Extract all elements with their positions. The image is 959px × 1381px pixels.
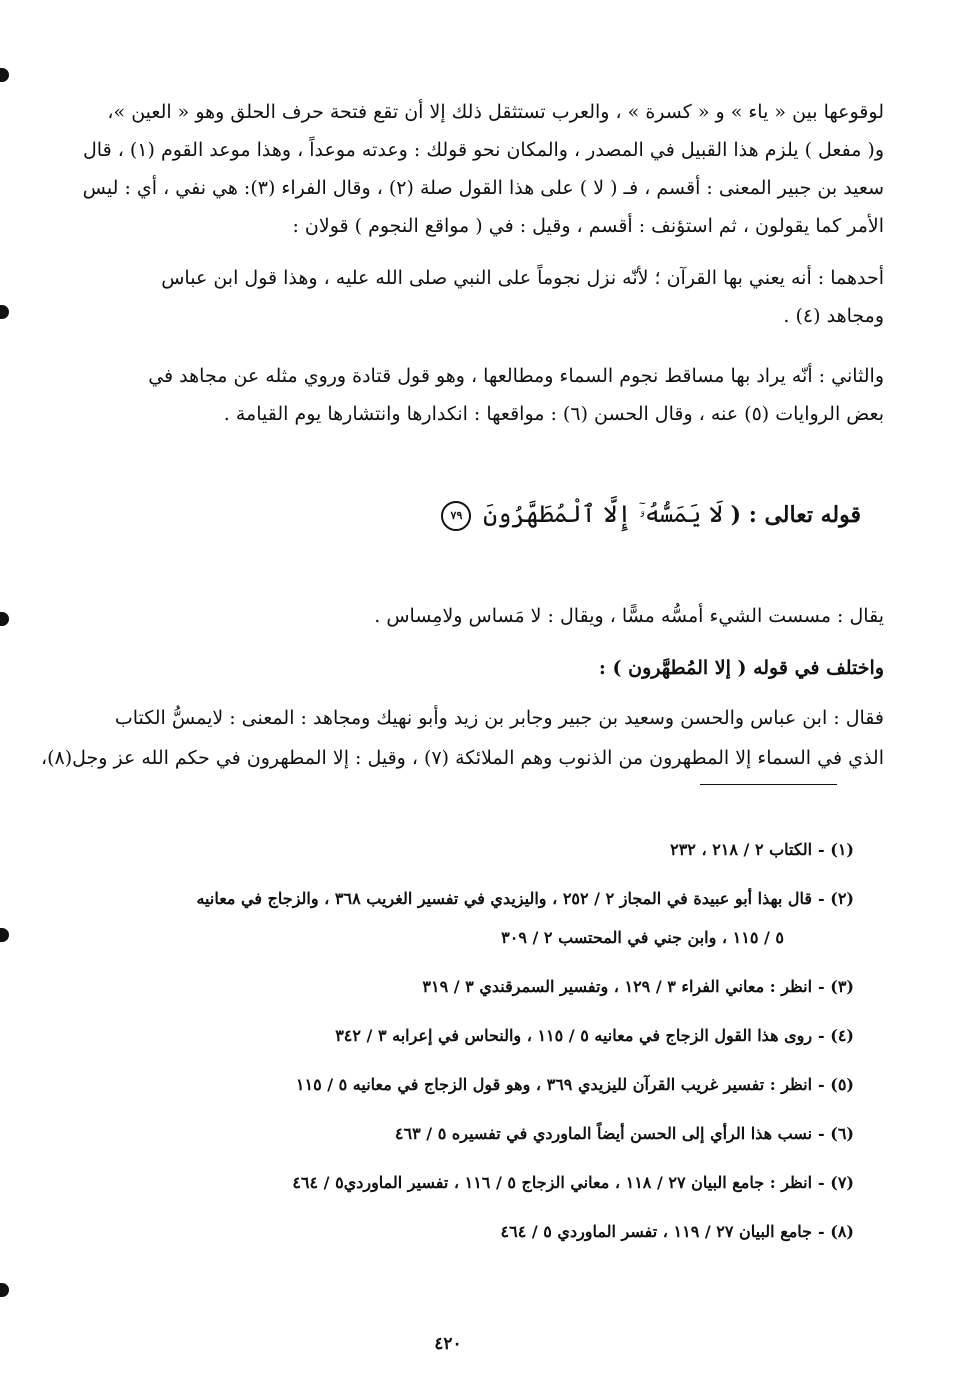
quran-verse: لَا يَمَسُّهُۥٓ إِلَّا ٱلْمُطَهَّرُونَ bbox=[483, 500, 723, 528]
footnotes bbox=[54, 838, 854, 1269]
ayah-number-mark: ٧٩ bbox=[441, 501, 471, 531]
footnote-number: (٣) - bbox=[818, 977, 854, 996]
text-line: سعيد بن جبير المعنى : أقسم ، فـ ( لا ) على هذا القول صلة (٢) ، وقال الفراء (٣): هي نفي ، أي : ليس bbox=[82, 177, 884, 199]
text-line: واختلف في قوله ( إلا المُطهَّرون ) : bbox=[598, 657, 884, 679]
footnote-text: روى هذا القول الزجاج في معانيه ٥ / ١١٥ ، والنحاس في إعرابه ٣ / ٣٤٢ bbox=[335, 1026, 813, 1045]
footnote-number: (٨) - bbox=[818, 1222, 854, 1241]
paragraph-6 bbox=[40, 706, 884, 786]
text-line: الذي في السماء إلا المطهرون من الذنوب وهم الملائكة (٧) ، وقيل : إلا المطهرون في حكم الله عز وجل(٨)، bbox=[40, 747, 884, 769]
verse-heading-prefix: قوله تعالى : ( bbox=[730, 502, 861, 528]
paragraph-2 bbox=[60, 266, 884, 342]
footnote-separator bbox=[700, 784, 837, 785]
footnote-text: الكتاب ٢ / ٢١٨ ، ٢٣٢ bbox=[670, 840, 813, 859]
footnote-number: (٦) - bbox=[818, 1124, 854, 1143]
binding-hole-mark bbox=[0, 305, 9, 319]
footnote-text: قال بهذا أبو عبيدة في المجاز ٢ / ٢٥٢ ، واليزيدي في تفسير الغريب ٣٦٨ ، والزجاج في معانيه bbox=[196, 889, 813, 908]
text-line: لوقوعها بين « ياء » و « كسرة » ، والعرب تستثقل ذلك إلا أن تقع فتحة حرف الحلق وهو « العين »، bbox=[107, 101, 884, 123]
binding-hole-mark bbox=[0, 1283, 9, 1297]
footnote-number: (١) - bbox=[818, 840, 854, 859]
text-line: والثاني : أنّه يراد بها مساقط نجوم السماء ومطالعها ، وهو قول قتادة وروي مثله عن مجاهد في bbox=[148, 365, 884, 387]
footnote bbox=[54, 1073, 854, 1097]
footnote bbox=[54, 1171, 854, 1195]
footnote-number: (٢) - bbox=[818, 889, 854, 908]
footnote bbox=[54, 975, 854, 999]
footnote-text: انظر : جامع البيان ٢٧ / ١١٨ ، معاني الزجاج ٥ / ١١٦ ، تفسير الماوردي٥ / ٤٦٤ bbox=[292, 1173, 813, 1192]
text-line: أحدهما : أنه يعني بها القرآن ؛ لأنّه نزل نجوماً على النبي صلى الله عليه ، وهذا قول ابن عباس bbox=[161, 267, 884, 289]
text-line: فقال : ابن عباس والحسن وسعيد بن جبير وجابر بن زيد وأبو نهيك ومجاهد : المعنى : لايمسُّ الكتاب bbox=[114, 707, 884, 729]
footnote-text: ٥ / ١١٥ ، وابن جني في المحتسب ٢ / ٣٠٩ bbox=[501, 928, 784, 947]
binding-hole-mark bbox=[0, 928, 9, 942]
text-line: بعض الروايات (٥) عنه ، وقال الحسن (٦) : مواقعها : انكدارها وانتشارها يوم القيامة . bbox=[223, 403, 884, 425]
footnote-text: نسب هذا الرأي إلى الحسن أيضاً الماوردي في تفسيره ٥ / ٤٦٣ bbox=[394, 1124, 813, 1143]
text-line: و( مفعل ) يلزم هذا القبيل في المصدر ، والمكان نحو قولك : وعدته موعداً ، وهذا موعد القوم (١) ، قال bbox=[82, 139, 884, 161]
footnote-number: (٥) - bbox=[818, 1075, 854, 1094]
paragraph-1 bbox=[60, 100, 884, 252]
text-line: الأمر كما يقولون ، ثم استؤنف : أقسم ، وقيل : في ( مواقع النجوم ) قولان : bbox=[292, 215, 884, 237]
footnote-text: انظر : تفسير غريب القرآن لليزيدي ٣٦٩ ، وهو قول الزجاج في معانيه ٥ / ١١٥ bbox=[295, 1075, 813, 1094]
text-line: يقال : مسست الشيء أمسُّه مسًّا ، ويقال : لا مَساس ولامِساس . bbox=[374, 605, 884, 627]
text-line: ومجاهد (٤) . bbox=[783, 305, 884, 327]
footnote-continuation bbox=[54, 926, 784, 950]
verse-heading bbox=[441, 500, 861, 531]
page-number: ٤٢٠ bbox=[434, 1334, 462, 1354]
footnote-number: (٧) - bbox=[818, 1173, 854, 1192]
paragraph-3 bbox=[60, 364, 884, 440]
footnote bbox=[54, 1122, 854, 1146]
binding-hole-mark bbox=[0, 68, 9, 82]
footnote-text: انظر : معاني الفراء ٣ / ١٢٩ ، وتفسير السمرقندي ٣ / ٣١٩ bbox=[422, 977, 813, 996]
footnote-text: جامع البيان ٢٧ / ١١٩ ، تفسر الماوردي ٥ / ٤٦٤ bbox=[500, 1222, 813, 1241]
paragraph-5 bbox=[60, 656, 884, 680]
footnote bbox=[54, 838, 854, 862]
binding-hole-mark bbox=[0, 612, 9, 626]
footnote bbox=[54, 887, 854, 911]
paragraph-4 bbox=[60, 604, 884, 628]
footnote-number: (٤) - bbox=[818, 1026, 854, 1045]
footnote bbox=[54, 1220, 854, 1244]
footnote bbox=[54, 1024, 854, 1048]
